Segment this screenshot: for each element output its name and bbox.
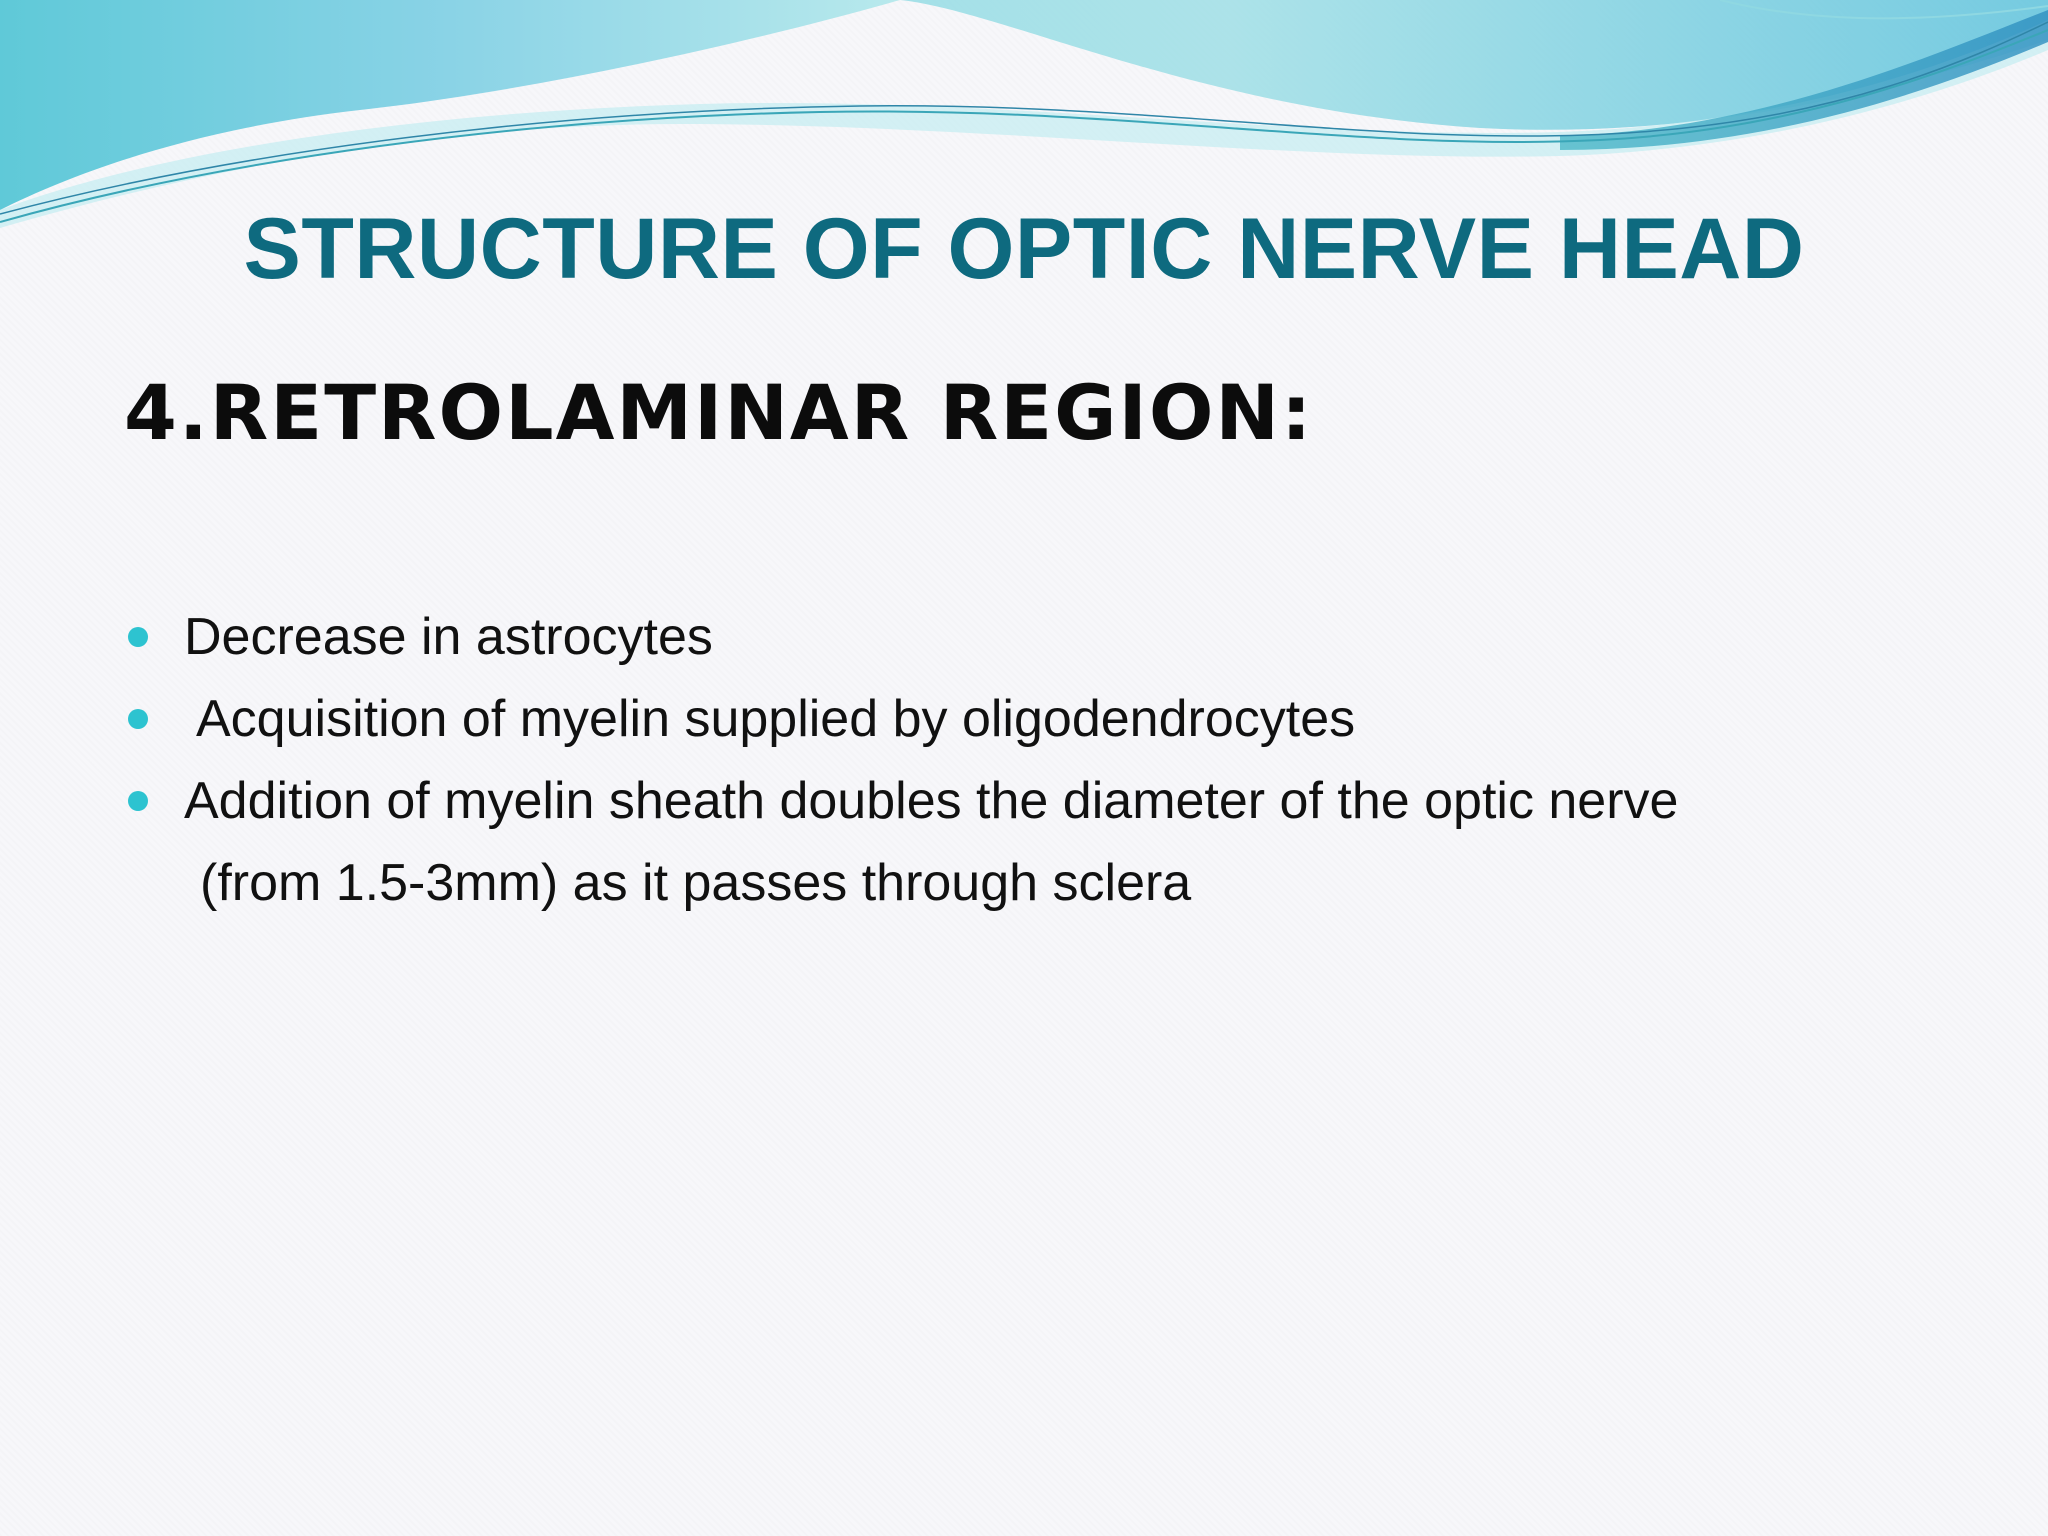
bullet-item xyxy=(126,760,1986,924)
bullet-list xyxy=(126,596,1986,924)
section-heading: 4.RETROLAMINAR REGION: xyxy=(124,368,1314,457)
bullet-dot-icon xyxy=(128,627,148,647)
bullet-item xyxy=(126,678,1986,760)
slide-title: STRUCTURE OF OPTIC NERVE HEAD xyxy=(243,201,1805,297)
bullet-text: Decrease in astrocytes xyxy=(184,608,713,666)
bullet-item xyxy=(126,596,1986,678)
bullet-continuation-text: (from 1.5-3mm) as it passes through sclera xyxy=(200,854,1192,912)
bullet-text: Acquisition of myelin supplied by oligodendrocytes xyxy=(196,690,1356,748)
bullet-dot-icon xyxy=(128,791,148,811)
bullet-dot-icon xyxy=(128,709,148,729)
bullet-text: Addition of myelin sheath doubles the diameter of the optic nerve xyxy=(184,772,1679,830)
